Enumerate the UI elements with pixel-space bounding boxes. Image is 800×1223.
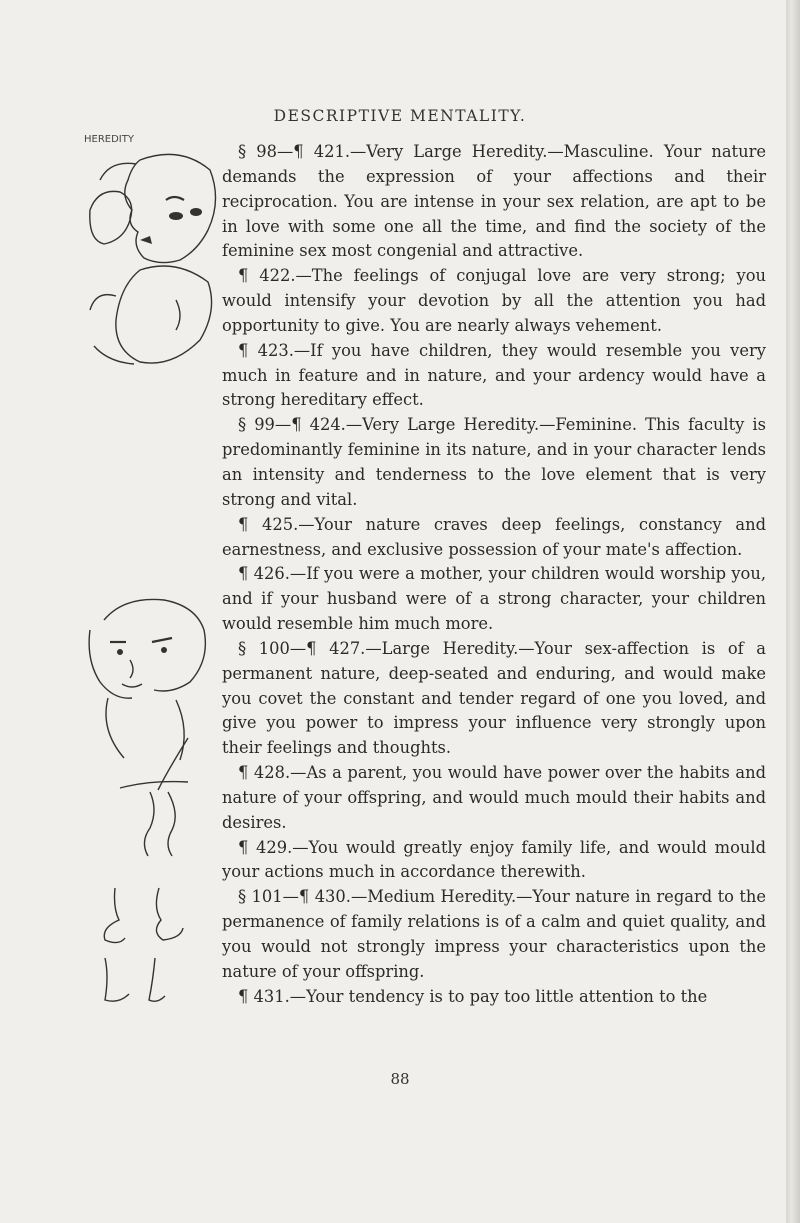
paragraph-422: ¶ 422.—The feelings of conjugal love are very strong; you would intensify your devotion by all the attention you had opportunity to give. You are nearly always vehement. — [222, 266, 766, 335]
paragraph-100-427: § 100—¶ 427.—Large Heredity.—Your sex-affection is of a permanent nature, deep-seated and enduring, and would make you covet the constant and tender regard of one you loved, and give you power to impress your influence very strongly upon their feelings and thoughts. — [222, 638, 766, 758]
paragraph-429: ¶ 429.—You would greatly enjoy family life, and would mould your actions much in accordance therewith. — [222, 837, 766, 882]
paragraph-425: ¶ 425.—Your nature craves deep feelings, constancy and earnestness, and exclusive possession of your mate's affection. — [222, 514, 766, 559]
illustration-label: HEREDITY — [84, 134, 134, 145]
paragraph-98-421: § 98—¶ 421.—Very Large Heredity.—Masculine. Your nature demands the expression of your affections and their reciprocation. You are intense in your sex relation, are apt to be in love with some one all the time, and find the society of the feminine sex most congenial and attractive. — [222, 142, 766, 261]
illustration-heads-profile — [80, 140, 220, 380]
paragraph-426: ¶ 426.—If you were a mother, your children would worship you, and if your husband were of a strong character, your children would resemble him much more. — [222, 564, 766, 634]
illustration-figure — [110, 730, 210, 860]
paragraph-101-430: § 101—¶ 430.—Medium Heredity.—Your nature in regard to the permanence of family relations is of a calm and quiet quality, and you would not strongly impress your characteristics upon the nature of your offspring. — [222, 887, 766, 981]
illustration-small-profiles — [95, 880, 205, 1020]
body-text — [222, 140, 766, 1010]
running-head: DESCRIPTIVE MENTALITY. — [273, 107, 527, 125]
paragraph-431: ¶ 431.—Your tendency is to pay too little attention to the — [238, 986, 708, 1006]
page-number: 88 — [390, 1070, 410, 1088]
paragraph-99-424: § 99—¶ 424.—Very Large Heredity.—Feminine. This faculty is predominantly feminine in its nature, and in your character lends an intensity and tenderness to the love element that is very strong and vital. — [222, 415, 766, 509]
paragraph-423: ¶ 423.—If you have children, they would resemble you very much in feature and in nature, and your ardency would have a strong hereditary effect. — [222, 340, 766, 410]
paragraph-428: ¶ 428.—As a parent, you would have power over the habits and nature of your offspring, and would much mould their habits and desires. — [222, 763, 766, 832]
page-edge-shadow — [786, 0, 800, 1223]
